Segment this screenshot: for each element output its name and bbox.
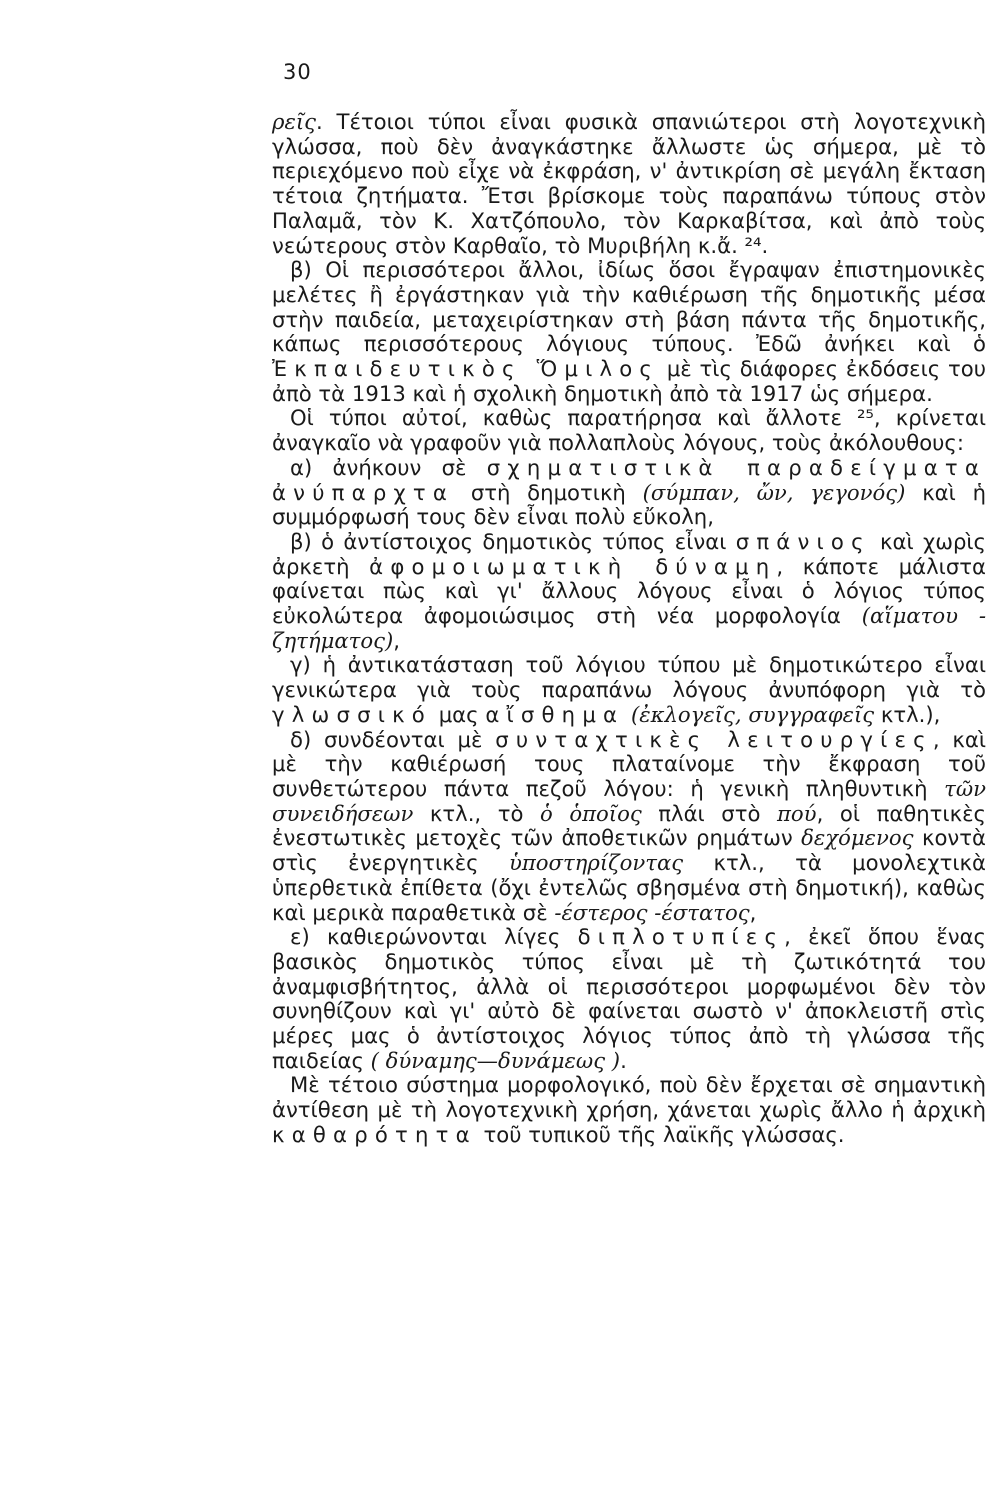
spaced-text: γλωσσικό <box>272 701 432 727</box>
text-run: Μὲ τέτοιο σύστημα μορφολογικό, ποὺ δὲν ἔρχεται σὲ σημαντικὴ ἀντίθεση μὲ τὴ λογοτεχνικὴ χρήση, χάνεται χωρὶς ἄλλο ἡ ἀρχικὴ <box>272 1072 986 1123</box>
italic-text: -έστερος -έστατος <box>554 899 750 925</box>
text-run: Οἱ τύποι αὐτοί, καθὼς παρατήρησα καὶ ἄλλοτε ²⁵, κρίνεται ἀναγκαῖο νὰ γραφοῦν γιὰ πολλαπλοὺς λόγους, τοὺς ἀκόλουθους: <box>272 405 986 456</box>
body-text <box>272 110 986 1148</box>
text-run: στὴ δημοτικὴ <box>454 479 643 505</box>
text-run: , κάποτε μάλιστα φαίνεται πὼς καὶ γι' ἄλλους λόγους εἶναι ὁ λόγιος τύπος εὐκολώτερα ἀφομοιώσιμος στὴ νέα μορφολογία <box>272 553 986 629</box>
italic-text: (ἐκλογεῖς, συγγραφεῖς <box>630 701 875 727</box>
italic-text: ρεῖς <box>272 109 316 134</box>
text-run <box>624 702 631 727</box>
text-run: γ) ἡ ἀντικατάσταση τοῦ λόγιου τύπου μὲ δημοτικώτερο εἶναι γενικώτερα γιὰ τοὺς παραπάνω λόγους ἀνυπόφορη γιὰ τὸ <box>272 652 986 703</box>
italic-text: (σύμπαν, ὤν, γεγονός) <box>642 479 906 505</box>
spaced-text: αἴσθημα <box>485 701 625 727</box>
spaced-text: σχηματιστικὰ παραδείγματα ἀνύπαρχτα <box>272 454 987 505</box>
text-run: κτλ., τὰ μονολεχτικὰ ὑπερθετικὰ ἐπίθετα (ὄχι ἐντελῶς σβησμένα στὴ δημοτική), καθὼς καὶ μερικὰ παραθετικὰ σὲ <box>272 850 987 925</box>
text-run: κτλ., τὸ <box>413 800 541 826</box>
spaced-text: διπλοτυπίες <box>577 924 785 950</box>
text-run: κτλ.), <box>874 701 941 727</box>
page-number: 30 <box>283 60 312 84</box>
italic-text: ὁ ὁποῖος <box>540 800 642 826</box>
paragraph <box>272 925 986 1073</box>
text-run: β) ὁ ἀντίστοιχος δημοτικὸς τύπος εἶναι <box>290 528 736 554</box>
spaced-text: καθαρότητα <box>272 1121 477 1147</box>
text-run: ε) καθιερώνονται λίγες <box>290 924 578 950</box>
paragraph <box>272 456 986 530</box>
text-run: μὲ τὶς διάφορες ἐκδόσεις του ἀπὸ τὰ 1913 καὶ ἡ σχολικὴ δημοτικὴ ἀπὸ τὰ 1917 ὡς σήμερα. <box>272 356 987 406</box>
text-run: πλάι στὸ <box>641 800 777 826</box>
paragraph <box>272 1073 986 1147</box>
text-run: μας <box>431 701 486 727</box>
spaced-text: Ἐκπαιδευτικὸς Ὅμιλος <box>272 356 660 382</box>
text-run: κοντὰ στὶς ἐνεργητικὲς <box>272 825 986 876</box>
paragraph <box>272 406 986 455</box>
text-run: , ἐκεῖ ὅπου ἕνας βασικὸς δημοτικὸς τύπος εἶναι μὲ τὴ ζωτικότητά του ἀναμφισβήτητος, ἀλλὰ οἱ περισσότεροι μορφωμένοι δὲν τὸν συνηθίζουν καὶ γι' αὐτὸ δὲ φαίνεται σωστὸ ν' ἀποκλειστῆ στὶς μέρες μας ὁ ἀντίστοιχος λόγιος τύπος ἀπὸ τὴ γλώσσα τῆς παιδείας <box>272 924 986 1073</box>
paragraph <box>272 258 986 406</box>
text-run: , <box>749 899 757 925</box>
spaced-text: σπάνιος <box>735 528 871 554</box>
italic-text: ( δύναμης—δυνάμεως ) <box>370 1047 621 1073</box>
paragraph <box>272 653 986 727</box>
text-run: . <box>620 1047 627 1073</box>
spaced-text: ἀφομοιωματικὴ δύναμη <box>369 553 777 579</box>
text-run: τοῦ τυπικοῦ τῆς λαϊκῆς γλώσσας. <box>476 1121 845 1147</box>
italic-text: πού <box>777 800 817 826</box>
text-run: καὶ ἡ συμμόρφωσή τους δὲν εἶναι πολὺ εὔκολη, <box>272 479 986 530</box>
text-run: α) ἀνήκουν σὲ <box>290 454 487 480</box>
text-run: καὶ χωρὶς ἀρκετὴ <box>272 528 986 579</box>
text-run: δ) συνδέονται μὲ <box>290 726 496 752</box>
text-run: β) Οἱ περισσότεροι ἄλλοι, ἰδίως ὅσοι ἔγραψαν ἐπιστημονικὲς μελέτες ἢ ἐργάστηκαν γιὰ τὴν καθιέρωση τῆς δημοτικῆς μέσα στὴν παιδεία, μεταχειρίστηκαν στὴ βάση πάντα τῆς δημοτικῆς, κάπως περισσότερους λόγιους τύπους. Ἐδῶ ἀνήκει καὶ ὁ <box>272 257 986 357</box>
italic-text: (αἵματου - ζητήματος) <box>272 603 986 653</box>
text-run: , καὶ μὲ τὴν καθιέρωσή τους πλαταίνομε τὴν ἔκφραση τοῦ συνθετώτερου πάντα πεζοῦ λόγου: ἡ γενικὴ πληθυντικὴ <box>272 726 987 801</box>
paragraph <box>272 110 986 258</box>
italic-text: δεχόμενος <box>801 825 914 851</box>
text-run: , οἱ παθητικὲς ἐνεστωτικὲς μετοχὲς τῶν ἀποθετικῶν ρημάτων <box>272 800 986 851</box>
text-run: , <box>393 627 401 653</box>
spaced-text: συνταχτικὲς λειτουργίες <box>495 726 933 752</box>
paragraph <box>272 728 986 926</box>
italic-text: ὑποστηρίζοντας <box>508 850 684 876</box>
text-run: . Τέτοιοι τύποι εἶναι φυσικὰ σπανιώτεροι στὴ λογοτεχνικὴ γλώσσα, ποὺ δὲν ἀναγκάστηκε ἄλλωστε ὡς σήμερα, μὲ τὸ περιεχόμενο ποὺ εἶχε νὰ ἐκφράση, ν' ἀντικρίση σὲ μεγάλη ἔκταση τέτοια ζητήματα. Ἔτσι βρίσκομε τοὺς παραπάνω τύπους στὸν Παλαμᾶ, τὸν Κ. Χατζόπουλο, τὸν Καρκαβίτσα, καὶ ἀπὸ τοὺς νεώτερους στὸν Καρθαῖο, τὸ Μυριβήλη κ.ἄ. ²⁴. <box>272 109 986 258</box>
paragraph <box>272 530 986 654</box>
italic-text: τῶν συνειδήσεων <box>272 775 986 826</box>
